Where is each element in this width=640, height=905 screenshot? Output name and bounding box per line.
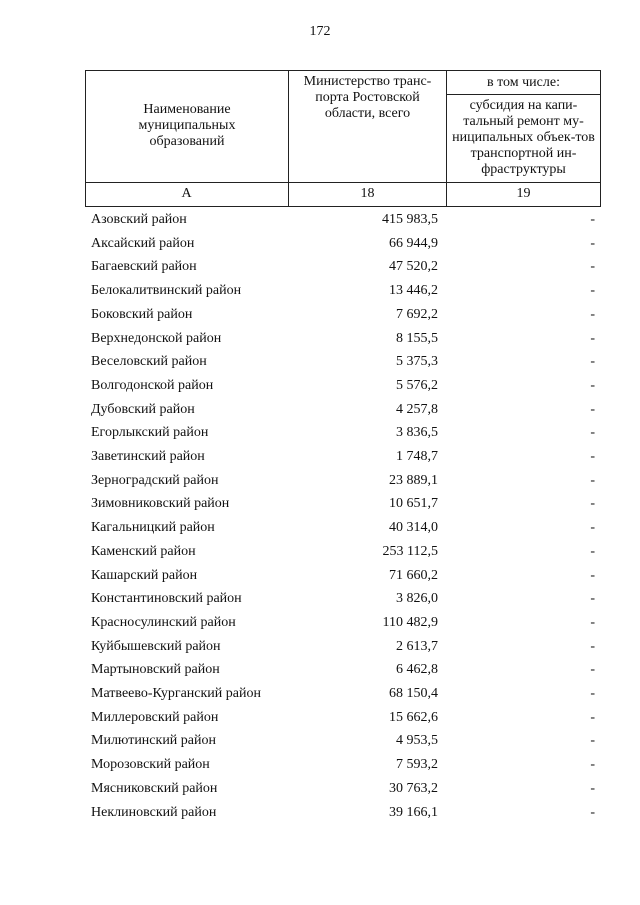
total-value: 415 983,5 [382, 212, 438, 227]
header-index-name: А [181, 186, 192, 201]
table-row [0, 398, 640, 421]
total-value: 7 692,2 [396, 306, 438, 322]
subsidy-value: - [590, 496, 595, 512]
district-name: Мясниковский район [91, 780, 218, 796]
table-row [0, 753, 640, 776]
total-value: 13 446,2 [389, 283, 438, 299]
table-row [0, 729, 640, 752]
subsidy-value: - [590, 449, 595, 464]
table-row [0, 564, 640, 587]
table-row [0, 587, 640, 610]
header-col-total: Министерство транс-порта Ростовской области, всего [303, 74, 432, 121]
total-value: 2 613,7 [396, 638, 438, 654]
table-row [0, 255, 640, 278]
district-name: Боковский район [91, 306, 193, 322]
district-name: Веселовский район [91, 354, 207, 370]
table-row [0, 658, 640, 681]
total-value: 110 482,9 [382, 614, 438, 630]
subsidy-value: - [590, 520, 595, 536]
total-value: 66 944,9 [389, 235, 438, 251]
header-group-divider [446, 94, 601, 95]
page-number: 172 [309, 24, 331, 39]
table-row [0, 611, 640, 634]
subsidy-value: - [590, 662, 595, 678]
subsidy-value: - [590, 757, 595, 773]
subsidy-value: - [590, 354, 595, 370]
total-value: 7 593,2 [396, 757, 438, 773]
district-name: Белокалитвинский район [91, 283, 242, 299]
district-name: Константиновский район [91, 591, 242, 607]
subsidy-value: - [590, 306, 595, 322]
subsidy-value: - [590, 567, 595, 583]
table-row [0, 350, 640, 373]
table-row [0, 445, 640, 468]
district-name: Неклиновский район [91, 804, 217, 820]
subsidy-value: - [590, 401, 595, 417]
subsidy-value: - [590, 543, 595, 559]
district-name: Зимовниковский район [91, 496, 230, 512]
total-value: 10 651,7 [389, 496, 438, 512]
table-row [0, 682, 640, 705]
subsidy-value: - [590, 638, 595, 654]
header-col-subsidy: субсидия на капи-тальный ремонт му-ниципальных объек-тов транспортной ин-фраструктуры [452, 98, 595, 177]
header-border-bottom [85, 206, 601, 207]
district-name: Куйбышевский район [91, 638, 221, 654]
total-value: 3 836,5 [396, 425, 438, 441]
table-row [0, 801, 640, 824]
district-name: Заветинский район [91, 449, 205, 464]
district-name: Мартыновский район [91, 662, 220, 678]
table-row [0, 374, 640, 397]
subsidy-value: - [590, 212, 595, 227]
header-col-name: Наименование муниципальных образований [138, 102, 236, 149]
table-row [0, 232, 640, 255]
header-border-right [600, 70, 601, 207]
subsidy-value: - [590, 733, 595, 749]
table-row [0, 469, 640, 492]
header-border-top [85, 70, 601, 71]
district-name: Зерноградский район [91, 472, 219, 488]
header-index-divider [85, 182, 601, 183]
district-name: Милютинский район [91, 733, 217, 749]
subsidy-value: - [590, 377, 595, 393]
total-value: 3 826,0 [396, 591, 438, 607]
subsidy-value: - [590, 780, 595, 796]
table-row [0, 208, 640, 231]
table-row [0, 540, 640, 563]
subsidy-value: - [590, 283, 595, 299]
header-index-total: 18 [360, 186, 375, 201]
header-col-group: в том числе: [487, 75, 560, 90]
total-value: 5 576,2 [396, 377, 438, 393]
subsidy-value: - [590, 472, 595, 488]
table-row [0, 635, 640, 658]
district-name: Кашарский район [91, 567, 198, 583]
total-value: 47 520,2 [389, 259, 438, 275]
subsidy-value: - [590, 686, 595, 701]
district-name: Волгодонской район [91, 377, 214, 393]
total-value: 253 112,5 [382, 543, 438, 559]
district-name: Аксайский район [91, 235, 195, 251]
total-value: 8 155,5 [396, 330, 438, 346]
total-value: 15 662,6 [389, 709, 438, 725]
district-name: Азовский район [91, 212, 187, 227]
total-value: 68 150,4 [389, 686, 438, 701]
subsidy-value: - [590, 804, 595, 820]
table-row [0, 279, 640, 302]
total-value: 1 748,7 [396, 449, 438, 464]
district-name: Кагальницкий район [91, 520, 215, 536]
subsidy-value: - [590, 591, 595, 607]
total-value: 71 660,2 [389, 567, 438, 583]
total-value: 23 889,1 [389, 472, 438, 488]
table-row [0, 516, 640, 539]
total-value: 39 166,1 [389, 804, 438, 820]
subsidy-value: - [590, 259, 595, 275]
table-row [0, 303, 640, 326]
subsidy-value: - [590, 709, 595, 725]
district-name: Багаевский район [91, 259, 197, 275]
table-header [85, 70, 601, 207]
district-name: Егорлыкский район [91, 425, 209, 441]
total-value: 6 462,8 [396, 662, 438, 678]
header-index-subsidy: 19 [516, 186, 531, 201]
subsidy-value: - [590, 330, 595, 346]
table-row [0, 327, 640, 350]
total-value: 4 953,5 [396, 733, 438, 749]
district-name: Верхнедонской район [91, 330, 222, 346]
subsidy-value: - [590, 425, 595, 441]
total-value: 40 314,0 [389, 520, 438, 536]
total-value: 4 257,8 [396, 401, 438, 417]
table-row [0, 777, 640, 800]
subsidy-value: - [590, 614, 595, 630]
table-row [0, 492, 640, 515]
total-value: 5 375,3 [396, 354, 438, 370]
subsidy-value: - [590, 235, 595, 251]
district-name: Миллеровский район [91, 709, 219, 725]
district-name: Красносулинский район [91, 614, 236, 630]
table-row [0, 706, 640, 729]
table-row [0, 421, 640, 444]
district-name: Матвеево-Курганский район [91, 686, 261, 701]
district-name: Каменский район [91, 543, 196, 559]
total-value: 30 763,2 [389, 780, 438, 796]
district-name: Морозовский район [91, 757, 210, 773]
district-name: Дубовский район [91, 401, 195, 417]
